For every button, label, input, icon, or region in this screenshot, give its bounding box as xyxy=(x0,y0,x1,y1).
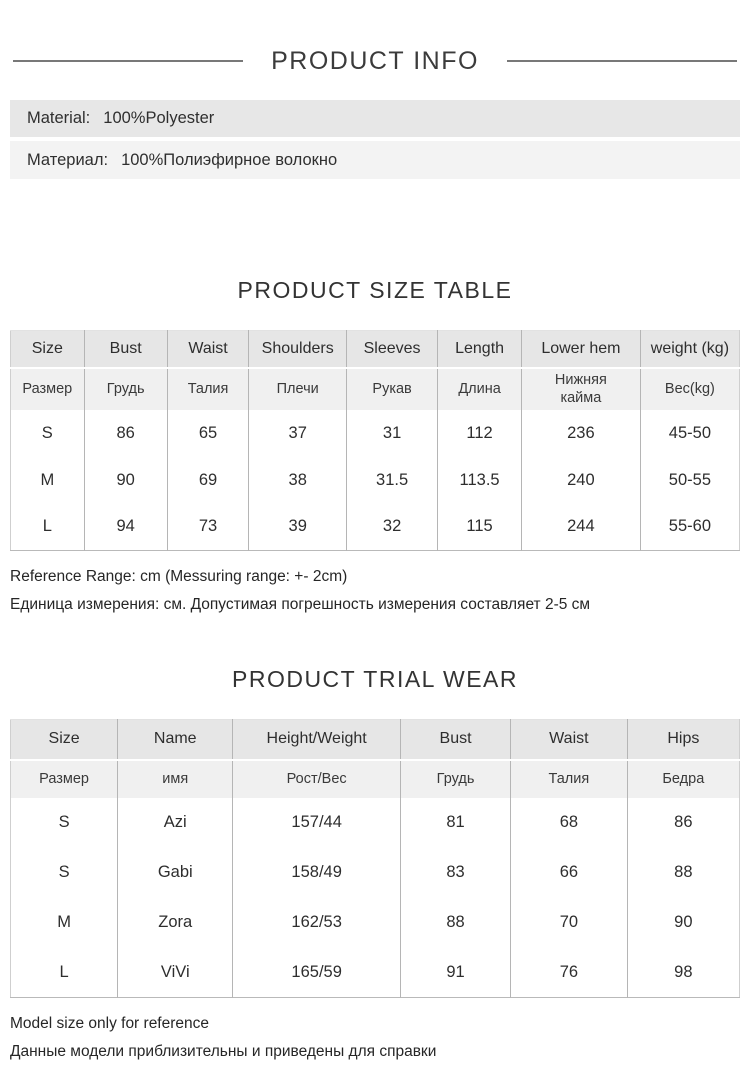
size-table-row xyxy=(11,457,740,504)
size-table-header-row-en xyxy=(11,331,740,368)
material-row-en xyxy=(10,100,740,137)
size-table-subheader-cell xyxy=(521,368,640,410)
size-table-subheader-label: Нижняя кайма xyxy=(554,371,607,406)
size-table-subheader-cell: Вес(kg) xyxy=(640,368,739,410)
trial-table-subheader-cell: Размер xyxy=(11,760,118,798)
size-table-subheader-cell: Длина xyxy=(438,368,522,410)
trial-table-row xyxy=(11,948,740,998)
size-table-cell: 244 xyxy=(521,504,640,551)
size-table-cell: S xyxy=(41,423,53,442)
trial-table-cell: 83 xyxy=(400,848,510,898)
trial-table-cell: 88 xyxy=(400,898,510,948)
material-value-en: 100%Polyester xyxy=(103,109,215,127)
trial-table-cell: 158/49 xyxy=(233,848,401,898)
size-table-cell: 39 xyxy=(249,504,347,551)
trial-table-row xyxy=(11,798,740,848)
size-table-cell: 90 xyxy=(84,457,167,504)
size-table-header-cell: Bust xyxy=(84,331,167,368)
trial-table-cell: 165/59 xyxy=(233,948,401,998)
trial-table-subheader-cell: Бедра xyxy=(627,760,739,798)
size-table-cell: 69 xyxy=(167,457,249,504)
size-table-header-cell: Shoulders xyxy=(249,331,347,368)
header-rule-left xyxy=(13,60,243,62)
size-table-header-cell: Waist xyxy=(167,331,249,368)
product-info-header xyxy=(0,0,750,76)
material-label-en: Material: xyxy=(27,109,91,127)
trial-table-cell: 81 xyxy=(400,798,510,848)
size-note-ru: Единица измерения: см. Допустимая погрешность измерения составляет 2-5 см xyxy=(10,596,591,613)
size-table-cell: 32 xyxy=(347,504,438,551)
trial-wear-title: PRODUCT TRIAL WEAR xyxy=(232,666,518,692)
size-table-cell: 45-50 xyxy=(640,410,739,457)
size-table-cell: 240 xyxy=(521,457,640,504)
trial-table-cell: Gabi xyxy=(118,848,233,898)
trial-table-cell: 76 xyxy=(511,948,628,998)
trial-table-cell: 90 xyxy=(627,898,739,948)
size-table-header-row-ru xyxy=(11,368,740,410)
size-table-cell: 31 xyxy=(347,410,438,457)
trial-table-header-cell: Bust xyxy=(400,720,510,760)
size-table-cell: L xyxy=(42,517,52,536)
size-table-cell: M xyxy=(40,470,55,489)
size-table-header-cell: weight (kg) xyxy=(640,331,739,368)
trial-table-header-row-ru xyxy=(11,760,740,798)
size-table-subheader-cell: Размер xyxy=(11,368,85,410)
trial-table-cell: L xyxy=(59,962,69,981)
size-table-cell: 37 xyxy=(249,410,347,457)
size-table-row xyxy=(11,410,740,457)
trial-table-cell: 86 xyxy=(627,798,739,848)
size-table-cell: 236 xyxy=(521,410,640,457)
size-table-cell: 86 xyxy=(84,410,167,457)
size-table-cell: 65 xyxy=(167,410,249,457)
header-rule-right xyxy=(507,60,737,62)
size-table-cell: 113.5 xyxy=(438,457,522,504)
trial-table-cell: ViVi xyxy=(118,948,233,998)
size-table-subheader-cell: Талия xyxy=(167,368,249,410)
size-table-header-cell: Size xyxy=(11,331,85,368)
trial-table-header-row-en xyxy=(11,720,740,760)
size-table-header-cell: Length xyxy=(438,331,522,368)
trial-table-cell: Zora xyxy=(118,898,233,948)
size-table-cell: 38 xyxy=(249,457,347,504)
trial-table-cell: 157/44 xyxy=(233,798,401,848)
trial-table-row xyxy=(11,848,740,898)
trial-table-cell: M xyxy=(57,913,71,931)
trial-table-cell: 91 xyxy=(400,948,510,998)
trial-table-header-cell: Waist xyxy=(511,720,628,760)
trial-table-header-cell: Height/Weight xyxy=(233,720,401,760)
trial-table-subheader-cell: Талия xyxy=(511,760,628,798)
size-table-cell: 31.5 xyxy=(347,457,438,504)
trial-table-cell: Azi xyxy=(118,798,233,848)
size-table-cell: 50-55 xyxy=(640,457,739,504)
size-table-cell: 94 xyxy=(84,504,167,551)
trial-wear-table xyxy=(10,719,740,998)
material-label-ru: Материал: xyxy=(27,150,109,169)
trial-note-en: Model size only for reference xyxy=(10,1015,210,1032)
trial-table-subheader-cell: Рост/Вес xyxy=(233,760,401,798)
trial-note-ru: Данные модели приблизительны и приведены для справки xyxy=(10,1043,437,1060)
trial-table-cell: S xyxy=(58,863,70,881)
size-note-en: Reference Range: cm (Messuring range: +- 2cm) xyxy=(10,568,348,585)
size-table-row xyxy=(11,504,740,551)
trial-table-cell: 162/53 xyxy=(233,898,401,948)
size-table-cell: 115 xyxy=(438,504,522,551)
size-table-header-cell: Lower hem xyxy=(521,331,640,368)
trial-table-header-cell: Name xyxy=(118,720,233,760)
size-table-subheader-cell: Грудь xyxy=(84,368,167,410)
trial-table-cell: 98 xyxy=(627,948,739,998)
trial-table-cell: S xyxy=(58,813,70,831)
size-table-title: PRODUCT SIZE TABLE xyxy=(237,277,513,303)
size-table xyxy=(10,330,740,551)
size-table-cell: 73 xyxy=(167,504,249,551)
size-table-subheader-cell: Рукав xyxy=(347,368,438,410)
size-table-subheader-cell: Плечи xyxy=(249,368,347,410)
trial-table-cell: 70 xyxy=(511,898,628,948)
trial-table-cell: 66 xyxy=(511,848,628,898)
trial-table-header-cell: Hips xyxy=(627,720,739,760)
material-row-ru xyxy=(10,141,740,179)
trial-table-header-cell: Size xyxy=(11,720,118,760)
size-table-cell: 55-60 xyxy=(640,504,739,551)
trial-table-subheader-cell: Грудь xyxy=(400,760,510,798)
trial-table-cell: 68 xyxy=(511,798,628,848)
page-title: PRODUCT INFO xyxy=(271,47,479,75)
size-table-cell: 112 xyxy=(438,410,522,457)
size-table-header-cell: Sleeves xyxy=(347,331,438,368)
trial-table-cell: 88 xyxy=(627,848,739,898)
material-value-ru: 100%Полиэфирное волокно xyxy=(121,150,338,169)
trial-table-row xyxy=(11,898,740,948)
trial-table-subheader-cell: имя xyxy=(118,760,233,798)
